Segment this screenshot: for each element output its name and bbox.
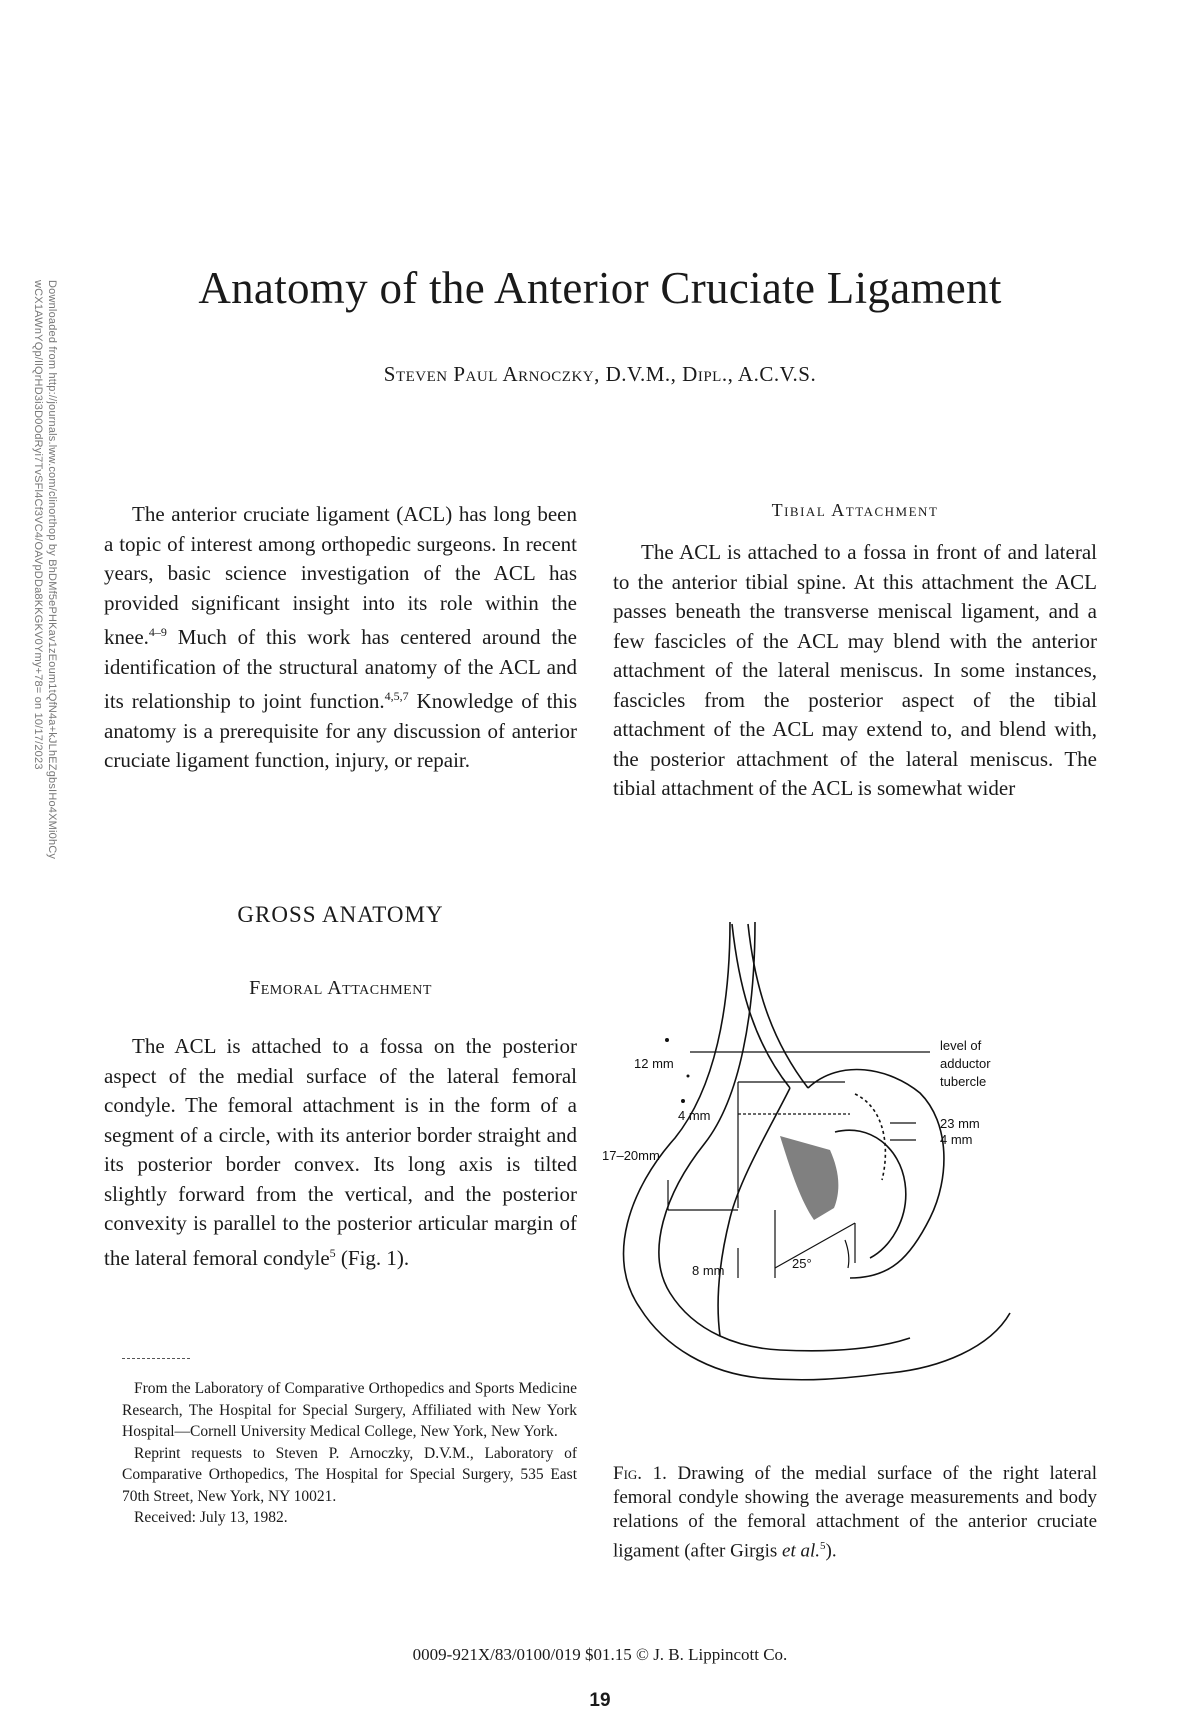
subsection-heading-tibial-attachment: Tibial Attachment xyxy=(771,500,939,520)
figure-label: Fig. 1. xyxy=(613,1463,667,1484)
copyright-footer: 0009-921X/83/0100/019 $01.15 © J. B. Lippincott Co. xyxy=(412,1645,788,1664)
label-8mm: 8 mm xyxy=(692,1263,725,1278)
label-4mm-right: 4 mm xyxy=(940,1132,973,1147)
citation-5: 5 xyxy=(329,1245,336,1260)
footnotes xyxy=(122,1378,577,1529)
intercondylar-line-b xyxy=(748,924,808,1088)
reprint-note: Reprint requests to Steven P. Arnoczky, D.V.M., Laboratory of Comparative Orthopedics, The Hospital for Special Surgery, 535 East 70th Street, New York, NY 10021. xyxy=(122,1444,577,1505)
section-heading-gross-anatomy: GROSS ANATOMY xyxy=(237,902,444,927)
label-17-20mm: 17–20mm xyxy=(602,1148,660,1163)
label-4mm: 4 mm xyxy=(678,1108,711,1123)
figure-1-condyle-drawing xyxy=(602,918,1100,1418)
affiliation-note: From the Laboratory of Comparative Orthopedics and Sports Medicine Research, The Hospital for Special Surgery, Affiliated with New York Hospital—Cornell University Medical College, New York, New York. xyxy=(122,1380,577,1440)
article-author: Steven Paul Arnoczky, D.V.M., Dipl., A.C.V.S. xyxy=(383,362,817,386)
articular-surface xyxy=(718,1088,790,1336)
watermark-line-2: wCX1AWnYQp/IlQrHD3i3D0OdRyi7TvSFl4Cf3VC4/OAVpDDa8KKGKV0Ymy+78= on 10/17/2023 xyxy=(32,280,44,770)
label-23mm: 23 mm xyxy=(940,1116,980,1131)
label-tubercle: tubercle xyxy=(940,1074,987,1089)
footnote-divider xyxy=(122,1358,190,1359)
figure-1-caption: Fig. 1. Drawing of the medial surface of the right lateral femoral condyle showing the average measurements and body relations of the femoral attachment of the anterior cruciate ligament (after Girgis et al.$^5$). xyxy=(613,1463,1097,1562)
citation-4-5-7: 4,5,7 xyxy=(384,689,409,703)
articular-margin xyxy=(835,1130,906,1258)
inner-outline xyxy=(659,922,910,1351)
page-number: 19 xyxy=(589,1690,611,1711)
femoral-attachment-paragraph: The ACL is attached to a fossa on the posterior aspect of the medial surface of the lateral femoral condyle. The femoral attachment is in the form of a segment of a circle, with its anterior border straight and its posterior border convex. Its long axis is tilted slightly forward from the vertical, and the posterior convexity is parallel to the posterior articular margin of the lateral femoral condyle$^5$ (Fig. 1). xyxy=(104,1034,577,1270)
received-note: Received: July 13, 1982. xyxy=(134,1509,288,1526)
attachment-arc xyxy=(855,1094,885,1180)
label-25-degrees: 25° xyxy=(792,1256,812,1271)
label-12mm: 12 mm xyxy=(634,1056,674,1071)
citation-4-9: 4–9 xyxy=(148,625,167,639)
acl-attachment-area xyxy=(780,1136,838,1220)
watermark-line-1: Downloaded from http://journals.lww.com/clinorthop by BhDMf5ePHKav1zEoum1tQfN4a+kJLhEZgbsIHo4XMi0hCy xyxy=(46,280,58,860)
tibial-attachment-paragraph: The ACL is attached to a fossa in front of and lateral to the anterior tibial spine. At this attachment the ACL passes beneath the transverse meniscal ligament, and a few fascicles of the ACL may blend with the anterior attachment of the lateral meniscus. In some instances, fascicles from the posterior aspect of the tibial attachment of the ACL may extend to, and blend with, the posterior attachment of the lateral meniscus. The tibial attachment of the ACL is somewhat wider xyxy=(613,540,1097,800)
label-level-of: level of xyxy=(940,1038,982,1053)
article-title: Anatomy of the Anterior Cruciate Ligament xyxy=(198,263,1002,313)
intro-paragraph: The anterior cruciate ligament (ACL) has long been a topic of interest among orthopedic surgeons. In recent years, basic science investigation of the ACL has provided significant insight into its role within the knee.$^{4-9}$ Much of this work has centered around the identification of the structural anatomy of the ACL and its relationship to joint function.$^{4,5,7}$ Knowledge of this anatomy is a prerequisite for any discussion of anterior cruciate ligament function, injury, or repair. xyxy=(104,502,577,772)
subsection-heading-femoral-attachment: Femoral Attachment xyxy=(249,977,432,999)
label-adductor: adductor xyxy=(940,1056,991,1071)
